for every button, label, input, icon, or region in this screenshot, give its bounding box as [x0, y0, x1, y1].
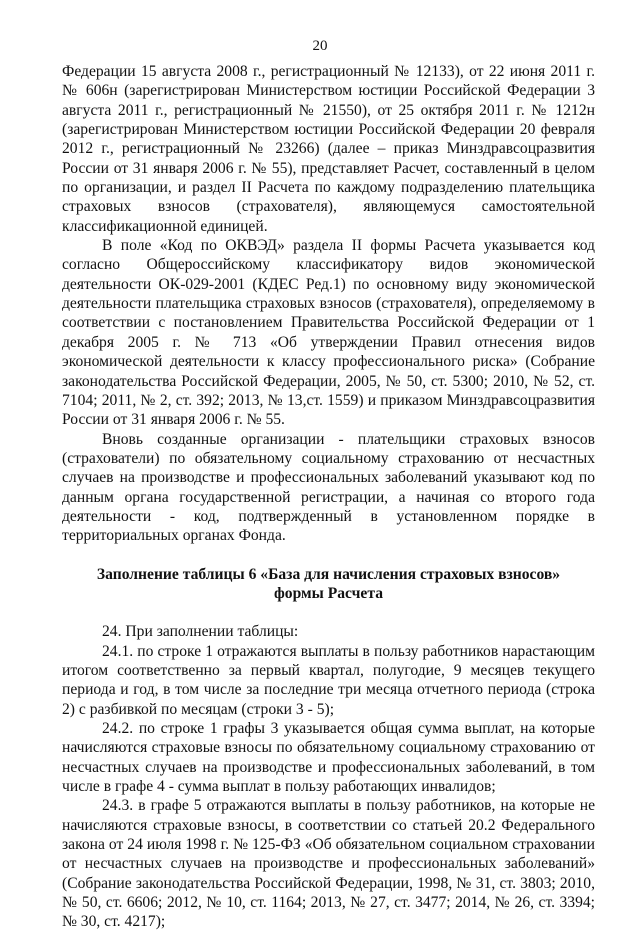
- section-heading-line-1: Заполнение таблицы 6 «База для начисления страховых взносов»: [96, 565, 561, 583]
- paragraph-new-organizations: Вновь созданные организации - плательщики страховых взносов (страхователи) по обязательному социальному страхованию от несчастных случаев на производстве и профессиональных заболеваний указывают код по данным органа государственной регистрации, а начиная со второго года деятельности - код, подтвержденный в установленном порядке в территориальных органах Фонда.: [62, 430, 595, 545]
- paragraph-okved-code: В поле «Код по ОКВЭД» раздела II формы Расчета указывается код согласно Общероссийскому классификатору видов экономической деятельности ОК-029-2001 (КДЕС Ред.1) по основному виду экономической деятельности плательщика страховых взносов (страхователя), определяемому в соответствии с постановлением Правительства Российской Федерации от 1 декабря 2005 г. № 713 «Об утверждении Правил отнесения видов экономической деятельности к классу профессионального риска» (Собрание законодательства Российской Федерации, 2005, № 50, ст. 5300; 2010, № 52, ст. 7104; 2011, № 2, ст. 392; 2013, № 13,ст. 1559) и приказом Минздравсоцразвития России от 31 января 2006 г. № 55.: [62, 237, 595, 429]
- paragraph-item-24: 24. При заполнении таблицы:: [102, 623, 299, 641]
- section-heading-line-2: формы Расчета: [273, 584, 383, 602]
- section-heading: [62, 565, 595, 604]
- paragraph-item-24-1: 24.1. по строке 1 отражаются выплаты в пользу работников нарастающим итогом соответственно за первый квартал, полугодие, 9 месяцев текущего периода и год, в том числе за последние три месяца отчетного периода (строка 2) с разбивкой по месяцам (строки 3 - 5);: [62, 642, 595, 718]
- page-number: 20: [312, 38, 328, 54]
- paragraph-continuation: Федерации 15 августа 2008 г., регистрационный № 12133), от 22 июня 2011 г. № 606н (зарегистрирован Министерством юстиции Российской Федерации 3 августа 2011 г., регистрационный № 21550), от 25 октября 2011 г. № 1212н (зарегистрирован Министерством юстиции Российской Федерации 20 февраля 2012 г., регистрационный № 23266) (далее – приказ Минздравсоцразвития России от 31 января 2006 г. № 55), представляет Расчет, составленный в целом по организации, и раздел II Расчета по каждому подразделению плательщика страховых взносов (страхователя), являющемуся самостоятельной классификационной единицей.: [62, 63, 595, 235]
- paragraph-item-24-3: 24.3. в графе 5 отражаются выплаты в пользу работников, на которые не начисляются страховые взносы, в соответствии со статьей 20.2 Федерального закона от 24 июля 1998 г. № 125-ФЗ «Об обязательном социальном страховании от несчастных случаев на производстве и профессиональных заболеваний» (Собрание законодательства Российской Федерации, 1998, № 31, ст. 3803; 2010, № 50, ст. 6606; 2012, № 10, ст. 1164; 2013, № 27, ст. 3477; 2014, № 26, ст. 3394; № 30, ст. 4217);: [62, 797, 595, 931]
- page-content: [62, 62, 595, 932]
- paragraph-item-24-2: 24.2. по строке 1 графы 3 указывается общая сумма выплат, на которые начисляются страховые взносы по обязательному социальному страхованию от несчастных случаев на производстве и профессиональных заболеваний, в том числе в графе 4 - сумма выплат в пользу работающих инвалидов;: [62, 720, 595, 796]
